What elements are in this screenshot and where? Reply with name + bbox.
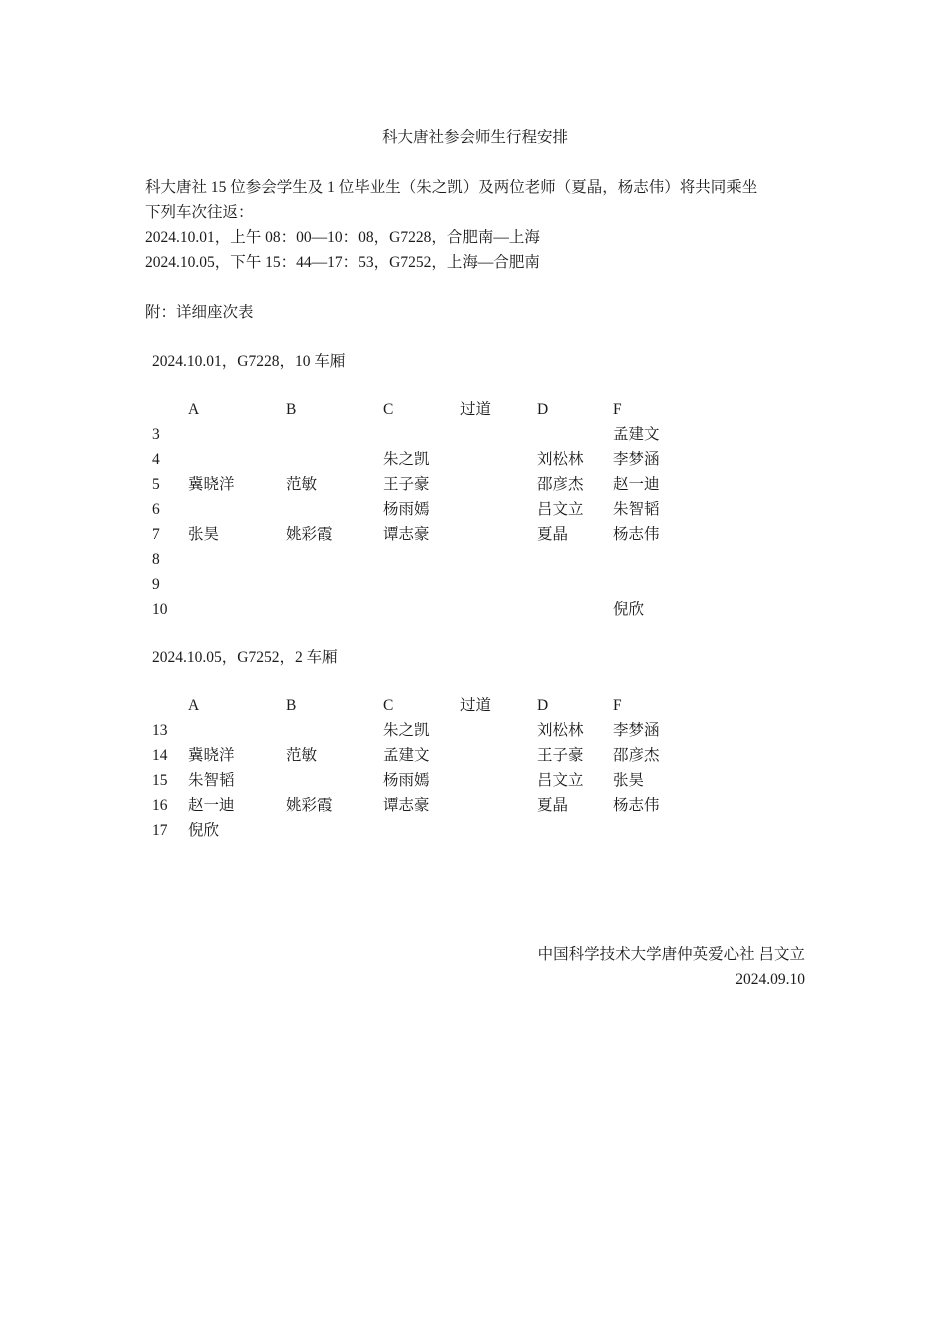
header-cell: A bbox=[188, 697, 200, 714]
row-number: 10 bbox=[152, 601, 168, 618]
table-row bbox=[152, 475, 712, 500]
trip-return: 2024.10.05，下午 15：44—17：53，G7252，上海—合肥南 bbox=[145, 254, 540, 271]
seat-cell: 朱之凯 bbox=[383, 451, 430, 468]
header-cell: B bbox=[286, 697, 297, 714]
appendix-label: 附：详细座次表 bbox=[145, 304, 254, 321]
table-header-row bbox=[152, 696, 712, 721]
table1-title: 2024.10.01，G7228，10 车厢 bbox=[152, 353, 346, 370]
table-row bbox=[152, 600, 712, 625]
seat-table-return bbox=[152, 696, 712, 846]
table-row bbox=[152, 550, 712, 575]
row-number: 5 bbox=[152, 476, 160, 493]
seat-cell: 张昊 bbox=[613, 772, 645, 789]
seat-cell: 倪欣 bbox=[188, 822, 220, 839]
seat-cell: 赵一迪 bbox=[188, 797, 235, 814]
signature: 中国科学技术大学唐仲英爱心社 吕文立 bbox=[537, 946, 805, 963]
seat-cell: 冀晓洋 bbox=[188, 747, 235, 764]
seat-table-outbound bbox=[152, 400, 712, 625]
header-cell: C bbox=[383, 401, 394, 418]
seat-cell: 谭志豪 bbox=[383, 526, 430, 543]
table-row bbox=[152, 771, 712, 796]
row-number: 7 bbox=[152, 526, 160, 543]
header-cell: F bbox=[613, 697, 622, 714]
table-row bbox=[152, 525, 712, 550]
signature-date: 2024.09.10 bbox=[735, 971, 805, 988]
row-number: 13 bbox=[152, 722, 168, 739]
seat-cell: 李梦涵 bbox=[613, 722, 660, 739]
seat-cell: 邵彦杰 bbox=[537, 476, 584, 493]
table2-title: 2024.10.05，G7252，2 车厢 bbox=[152, 649, 338, 666]
seat-cell: 杨志伟 bbox=[613, 526, 660, 543]
row-number: 16 bbox=[152, 797, 168, 814]
table-row bbox=[152, 500, 712, 525]
row-number: 6 bbox=[152, 501, 160, 518]
header-cell: A bbox=[188, 401, 200, 418]
seat-cell: 谭志豪 bbox=[383, 797, 430, 814]
row-number: 8 bbox=[152, 551, 160, 568]
header-cell: C bbox=[383, 697, 394, 714]
seat-cell: 孟建文 bbox=[613, 426, 660, 443]
seat-cell: 范敏 bbox=[286, 747, 318, 764]
table-row bbox=[152, 796, 712, 821]
seat-cell: 孟建文 bbox=[383, 747, 430, 764]
header-cell: F bbox=[613, 401, 622, 418]
intro-line-1: 科大唐社 15 位参会学生及 1 位毕业生（朱之凯）及两位老师（夏晶，杨志伟）将共同乘坐 bbox=[145, 179, 758, 196]
seat-cell: 李梦涵 bbox=[613, 451, 660, 468]
seat-cell: 夏晶 bbox=[537, 797, 569, 814]
seat-cell: 姚彩霞 bbox=[286, 526, 333, 543]
seat-cell: 范敏 bbox=[286, 476, 318, 493]
table-header-row bbox=[152, 400, 712, 425]
row-number: 14 bbox=[152, 747, 168, 764]
table-row bbox=[152, 450, 712, 475]
table-row bbox=[152, 425, 712, 450]
seat-cell: 刘松林 bbox=[537, 451, 584, 468]
header-cell: 过道 bbox=[460, 401, 492, 418]
table-row bbox=[152, 721, 712, 746]
seat-cell: 朱智韬 bbox=[613, 501, 660, 518]
seat-cell: 邵彦杰 bbox=[613, 747, 660, 764]
row-number: 4 bbox=[152, 451, 160, 468]
seat-cell: 赵一迪 bbox=[613, 476, 660, 493]
seat-cell: 杨雨嫣 bbox=[383, 501, 430, 518]
intro-line-2: 下列车次往返： bbox=[145, 204, 254, 221]
seat-cell: 姚彩霞 bbox=[286, 797, 333, 814]
header-cell: 过道 bbox=[460, 697, 492, 714]
header-cell: D bbox=[537, 401, 549, 418]
header-cell: D bbox=[537, 697, 549, 714]
header-cell: B bbox=[286, 401, 297, 418]
table-row bbox=[152, 575, 712, 600]
seat-cell: 朱智韬 bbox=[188, 772, 235, 789]
seat-cell: 吕文立 bbox=[537, 501, 584, 518]
seat-cell: 朱之凯 bbox=[383, 722, 430, 739]
seat-cell: 刘松林 bbox=[537, 722, 584, 739]
trip-outbound: 2024.10.01，上午 08：00—10：08，G7228，合肥南—上海 bbox=[145, 229, 540, 246]
table-row bbox=[152, 821, 712, 846]
row-number: 3 bbox=[152, 426, 160, 443]
seat-cell: 夏晶 bbox=[537, 526, 569, 543]
seat-cell: 杨雨嫣 bbox=[383, 772, 430, 789]
table-row bbox=[152, 746, 712, 771]
seat-cell: 王子豪 bbox=[537, 747, 584, 764]
row-number: 9 bbox=[152, 576, 160, 593]
seat-cell: 吕文立 bbox=[537, 772, 584, 789]
row-number: 15 bbox=[152, 772, 168, 789]
seat-cell: 冀晓洋 bbox=[188, 476, 235, 493]
seat-cell: 张昊 bbox=[188, 526, 220, 543]
row-number: 17 bbox=[152, 822, 168, 839]
seat-cell: 倪欣 bbox=[613, 601, 645, 618]
document-title: 科大唐社参会师生行程安排 bbox=[381, 129, 568, 146]
seat-cell: 杨志伟 bbox=[613, 797, 660, 814]
seat-cell: 王子豪 bbox=[383, 476, 430, 493]
